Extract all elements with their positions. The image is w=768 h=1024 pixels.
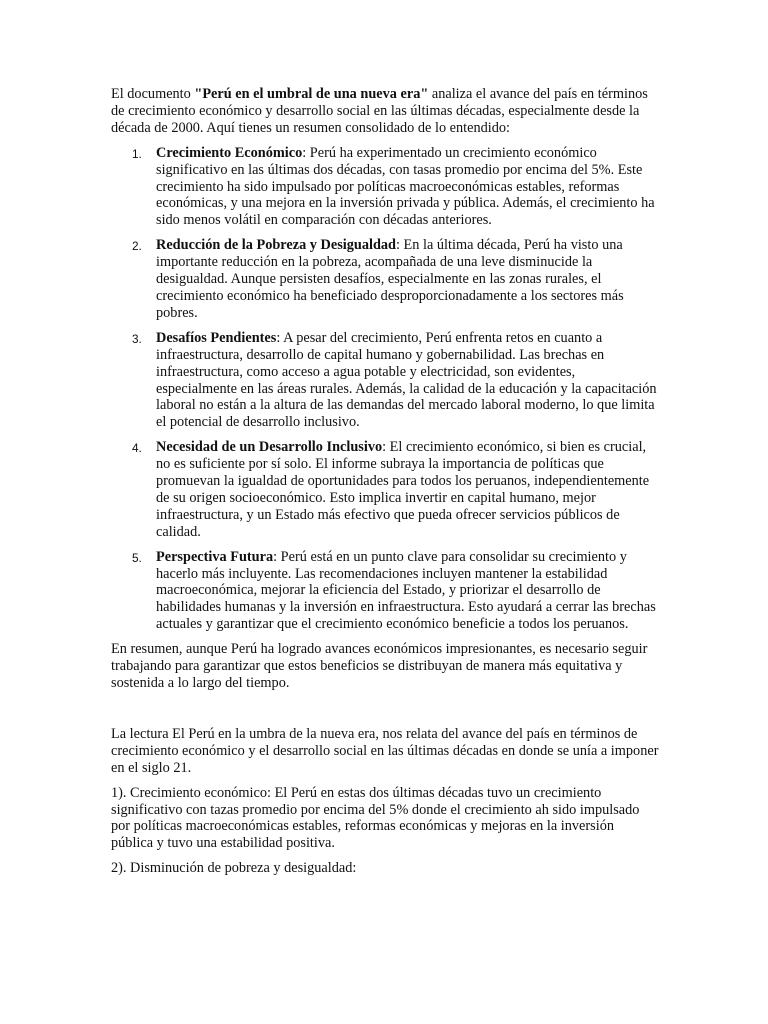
list-item bbox=[111, 330, 659, 431]
intro-pre: El documento bbox=[111, 86, 195, 102]
summary-paragraph: En resumen, aunque Perú ha logrado avances económicos impresionantes, es necesario seguir trabajando para garantizar que estos beneficios se distribuyan de manera más equitativa y sostenida a lo largo del tiempo. bbox=[111, 641, 648, 691]
point-heading: Reducción de la Pobreza y Desigualdad bbox=[156, 237, 397, 254]
document-page bbox=[111, 86, 659, 885]
poverty-heading-paragraph: 2). Disminución de pobreza y desigualdad: bbox=[111, 860, 357, 877]
point-body: : El crecimiento económico, si bien es crucial, no es suficiente por sí solo. El informe subraya la importancia de políticas que promuevan la igualdad de oportunidades para todos los peruanos, independientemente de su origen socioeconómico. Esto implica invertir en capital humano, mejor infraestructura, y un Estado más efectivo que pueda ofrecer servicios públicos de calidad. bbox=[156, 439, 650, 540]
point-body: : Perú está en un punto clave para consolidar su crecimiento y hacerlo más incluyente. Las recomendaciones incluyen mantener la estabilidad macroeconómica, mejorar la eficiencia del Estado, y priorizar el desarrollo de habilidades humanas y la inversión en infraestructura. Esto ayudará a cerrar las brechas actuales y garantizar que el crecimiento económico beneficie a todos los peruanos. bbox=[156, 548, 656, 633]
summary-points-list bbox=[111, 145, 659, 633]
growth-paragraph: 1). Crecimiento económico: El Perú en estas dos últimas décadas tuvo un crecimiento significativo con tazas promedio por encima del 5% donde el crecimiento ah sido impulsado por políticas macroeconómicas estables, reformas económicas y mejoras en la inversión pública y tuvo una estabilidad positiva. bbox=[111, 784, 640, 852]
point-heading: Perspectiva Futura bbox=[156, 548, 274, 565]
list-number: 2. bbox=[132, 239, 142, 254]
list-number: 5. bbox=[132, 550, 142, 565]
list-item bbox=[111, 145, 659, 230]
intro-post: analiza el avance del país en términos de crecimiento económico y desarrollo social en las últimas décadas, especialmente desde la década de 2000. Aquí tienes un resumen consolidado de lo entendido: bbox=[111, 86, 648, 136]
list-number: 3. bbox=[132, 331, 142, 346]
point-body: : Perú ha experimentado un crecimiento económico significativo en las últimas dos décadas, con tasas promedio por encima del 5%. Este crecimiento ha sido impulsado por políticas macroeconómicas estables, reformas económicas, y una mejora en la inversión privada y pública. Además, el crecimiento ha sido menos volátil en comparación con décadas anteriores. bbox=[156, 144, 655, 229]
list-item bbox=[111, 549, 659, 634]
point-heading: Crecimiento Económico bbox=[156, 144, 303, 161]
point-body: : En la última década, Perú ha visto una importante reducción en la pobreza, acompañada de una leve disminucide la desigualdad. Aunque persisten desafíos, especialmente en las zonas rurales, el crecimiento económico ha beneficiado desproporcionadamente a los sectores más pobres. bbox=[156, 237, 624, 321]
list-number: 1. bbox=[132, 146, 142, 161]
document-title: "Perú en el umbral de una nueva era" bbox=[194, 86, 429, 102]
list-item bbox=[111, 237, 659, 322]
point-body: : A pesar del crecimiento, Perú enfrenta retos en cuanto a infraestructura, desarrollo de capital humano y gobernabilidad. Las brechas en infraestructura, como acceso a agua potable y electricidad, son evidentes, especialmente en las áreas rurales. Además, la calidad de la educación y la capacitación laboral no están a la altura de las demandas del mercado laboral moderno, lo que limita el potencial de desarrollo inclusivo. bbox=[156, 329, 657, 431]
point-heading: Desafíos Pendientes bbox=[156, 329, 277, 346]
list-item bbox=[111, 439, 659, 540]
intro-paragraph bbox=[111, 86, 659, 137]
list-number: 4. bbox=[132, 441, 142, 456]
second-intro-paragraph: La lectura El Perú en la umbra de la nueva era, nos relata del avance del país en términos de crecimiento económico y el desarrollo social en las últimas décadas en donde se unía a imponer en el siglo 21. bbox=[111, 725, 659, 776]
point-heading: Necesidad de un Desarrollo Inclusivo bbox=[156, 439, 383, 456]
